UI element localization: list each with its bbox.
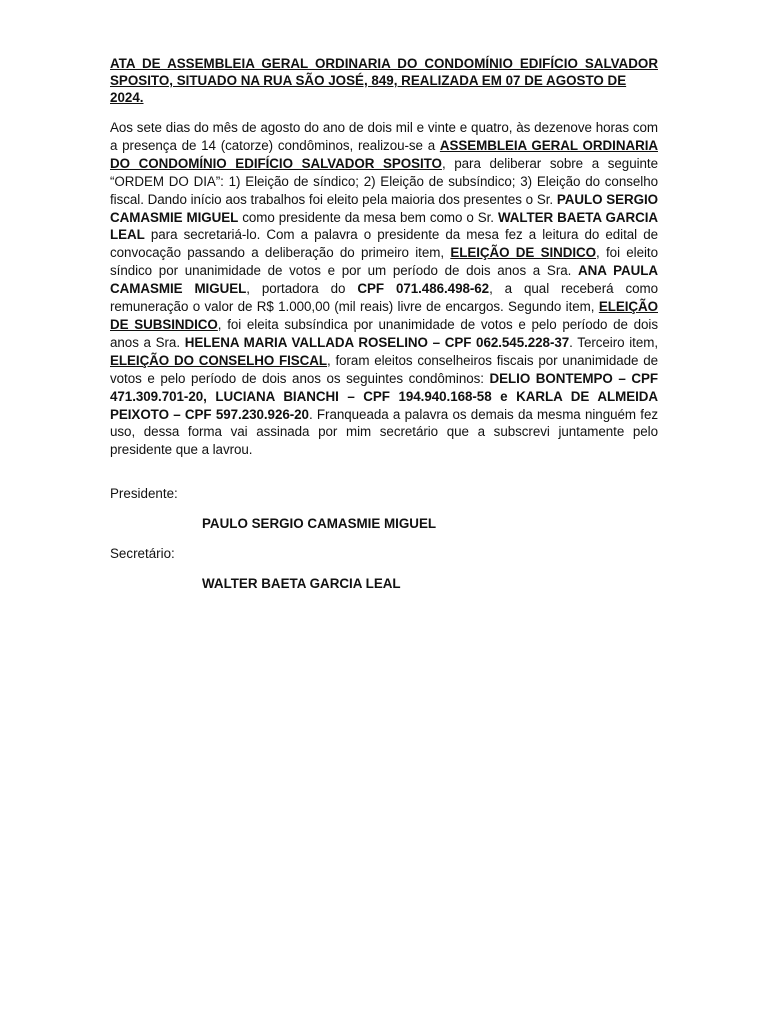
title-line-1: ATA DE ASSEMBLEIA GERAL ORDINARIA DO CONDOMÍNIO EDIFÍCIO SALVADOR — [110, 56, 658, 71]
president-name-inline: PAULO SERGIO CAMASMIE MIGUEL — [110, 191, 658, 225]
item-3-heading: ELEIÇÃO DO CONSELHO FISCAL — [110, 352, 328, 368]
minutes-paragraph — [110, 119, 658, 459]
text-segment: . Terceiro item, — [569, 334, 659, 350]
sub-syndic-name: HELENA MARIA VALLADA ROSELINO – CPF 062.545.228-37 — [184, 334, 570, 350]
assembly-name: ASSEMBLEIA GERAL ORDINARIA DO CONDOMÍNIO EDIFÍCIO SALVADOR SPOSITO — [110, 137, 658, 171]
document-page — [110, 55, 658, 473]
text-segment: como presidente da mesa bem como o Sr. — [238, 209, 498, 225]
title-line-2: SPOSITO, SITUADO NA RUA SÃO JOSÉ, 849, REALIZADA EM 07 DE AGOSTO DE 2024. — [110, 73, 627, 105]
secretary-signature-name: WALTER BAETA GARCIA LEAL — [202, 576, 401, 591]
text-segment: , a qual receberá como remuneração o valor de R$ 1.000,00 (mil reais) livre de encargos. Segundo item, — [110, 281, 658, 315]
secretary-label: Secretário: — [110, 546, 175, 561]
secretary-name-inline: WALTER BAETA GARCIA LEAL — [110, 209, 659, 243]
president-label: Presidente: — [110, 486, 178, 501]
text-segment: , para deliberar sobre a seguinte “ORDEM DO DIA”: 1) Eleição de síndico; 2) Eleição de subsíndico; 3) Eleição do conselho fiscal. Dando início aos trabalhos foi eleito pela maioria dos presentes o Sr. — [110, 155, 658, 207]
president-signature-name: PAULO SERGIO CAMASMIE MIGUEL — [202, 516, 437, 531]
text-segment: . Franqueada a palavra os demais da mesma ninguém fez uso, dessa forma vai assinada por mim secretário que a subscrevi juntamente pelo presidente que a lavrou. — [110, 406, 658, 458]
syndic-name: ANA PAULA CAMASMIE MIGUEL — [110, 263, 658, 297]
text-segment: para secretariá-lo. Com a palavra o presidente da mesa fez a leitura do edital de convocação passando a deliberação do primeiro item, — [110, 227, 658, 261]
item-2-heading: ELEIÇÃO DE SUBSINDICO — [110, 299, 658, 332]
item-1-heading: ELEIÇÃO DE SINDICO — [450, 245, 597, 261]
text-segment: , foi eleita subsíndica por unanimidade de votos e pelo período de dois anos a Sra. — [110, 316, 658, 350]
council-members: DELIO BONTEMPO – CPF 471.309.701-20, LUCIANA BIANCHI – CPF 194.940.168-58 e KARLA DE ALMEIDA PEIXOTO – CPF 597.230.926-20 — [110, 370, 658, 422]
text-segment: Aos sete dias do mês de agosto do ano de dois mil e vinte e quatro, às dezenove horas com a presença de 14 (catorze) condôminos, realizou-se a — [110, 120, 658, 153]
syndic-cpf: CPF 071.486.498-62 — [357, 281, 490, 297]
document-title — [110, 55, 658, 106]
text-segment: , foram eleitos conselheiros fiscais por unanimidade de votos e pelo período de dois anos os seguintes condôminos: — [110, 352, 658, 386]
text-segment: , portadora do — [246, 281, 358, 297]
text-segment: , foi eleito síndico por unanimidade de votos e por um período de dois anos a Sra. — [110, 245, 658, 279]
